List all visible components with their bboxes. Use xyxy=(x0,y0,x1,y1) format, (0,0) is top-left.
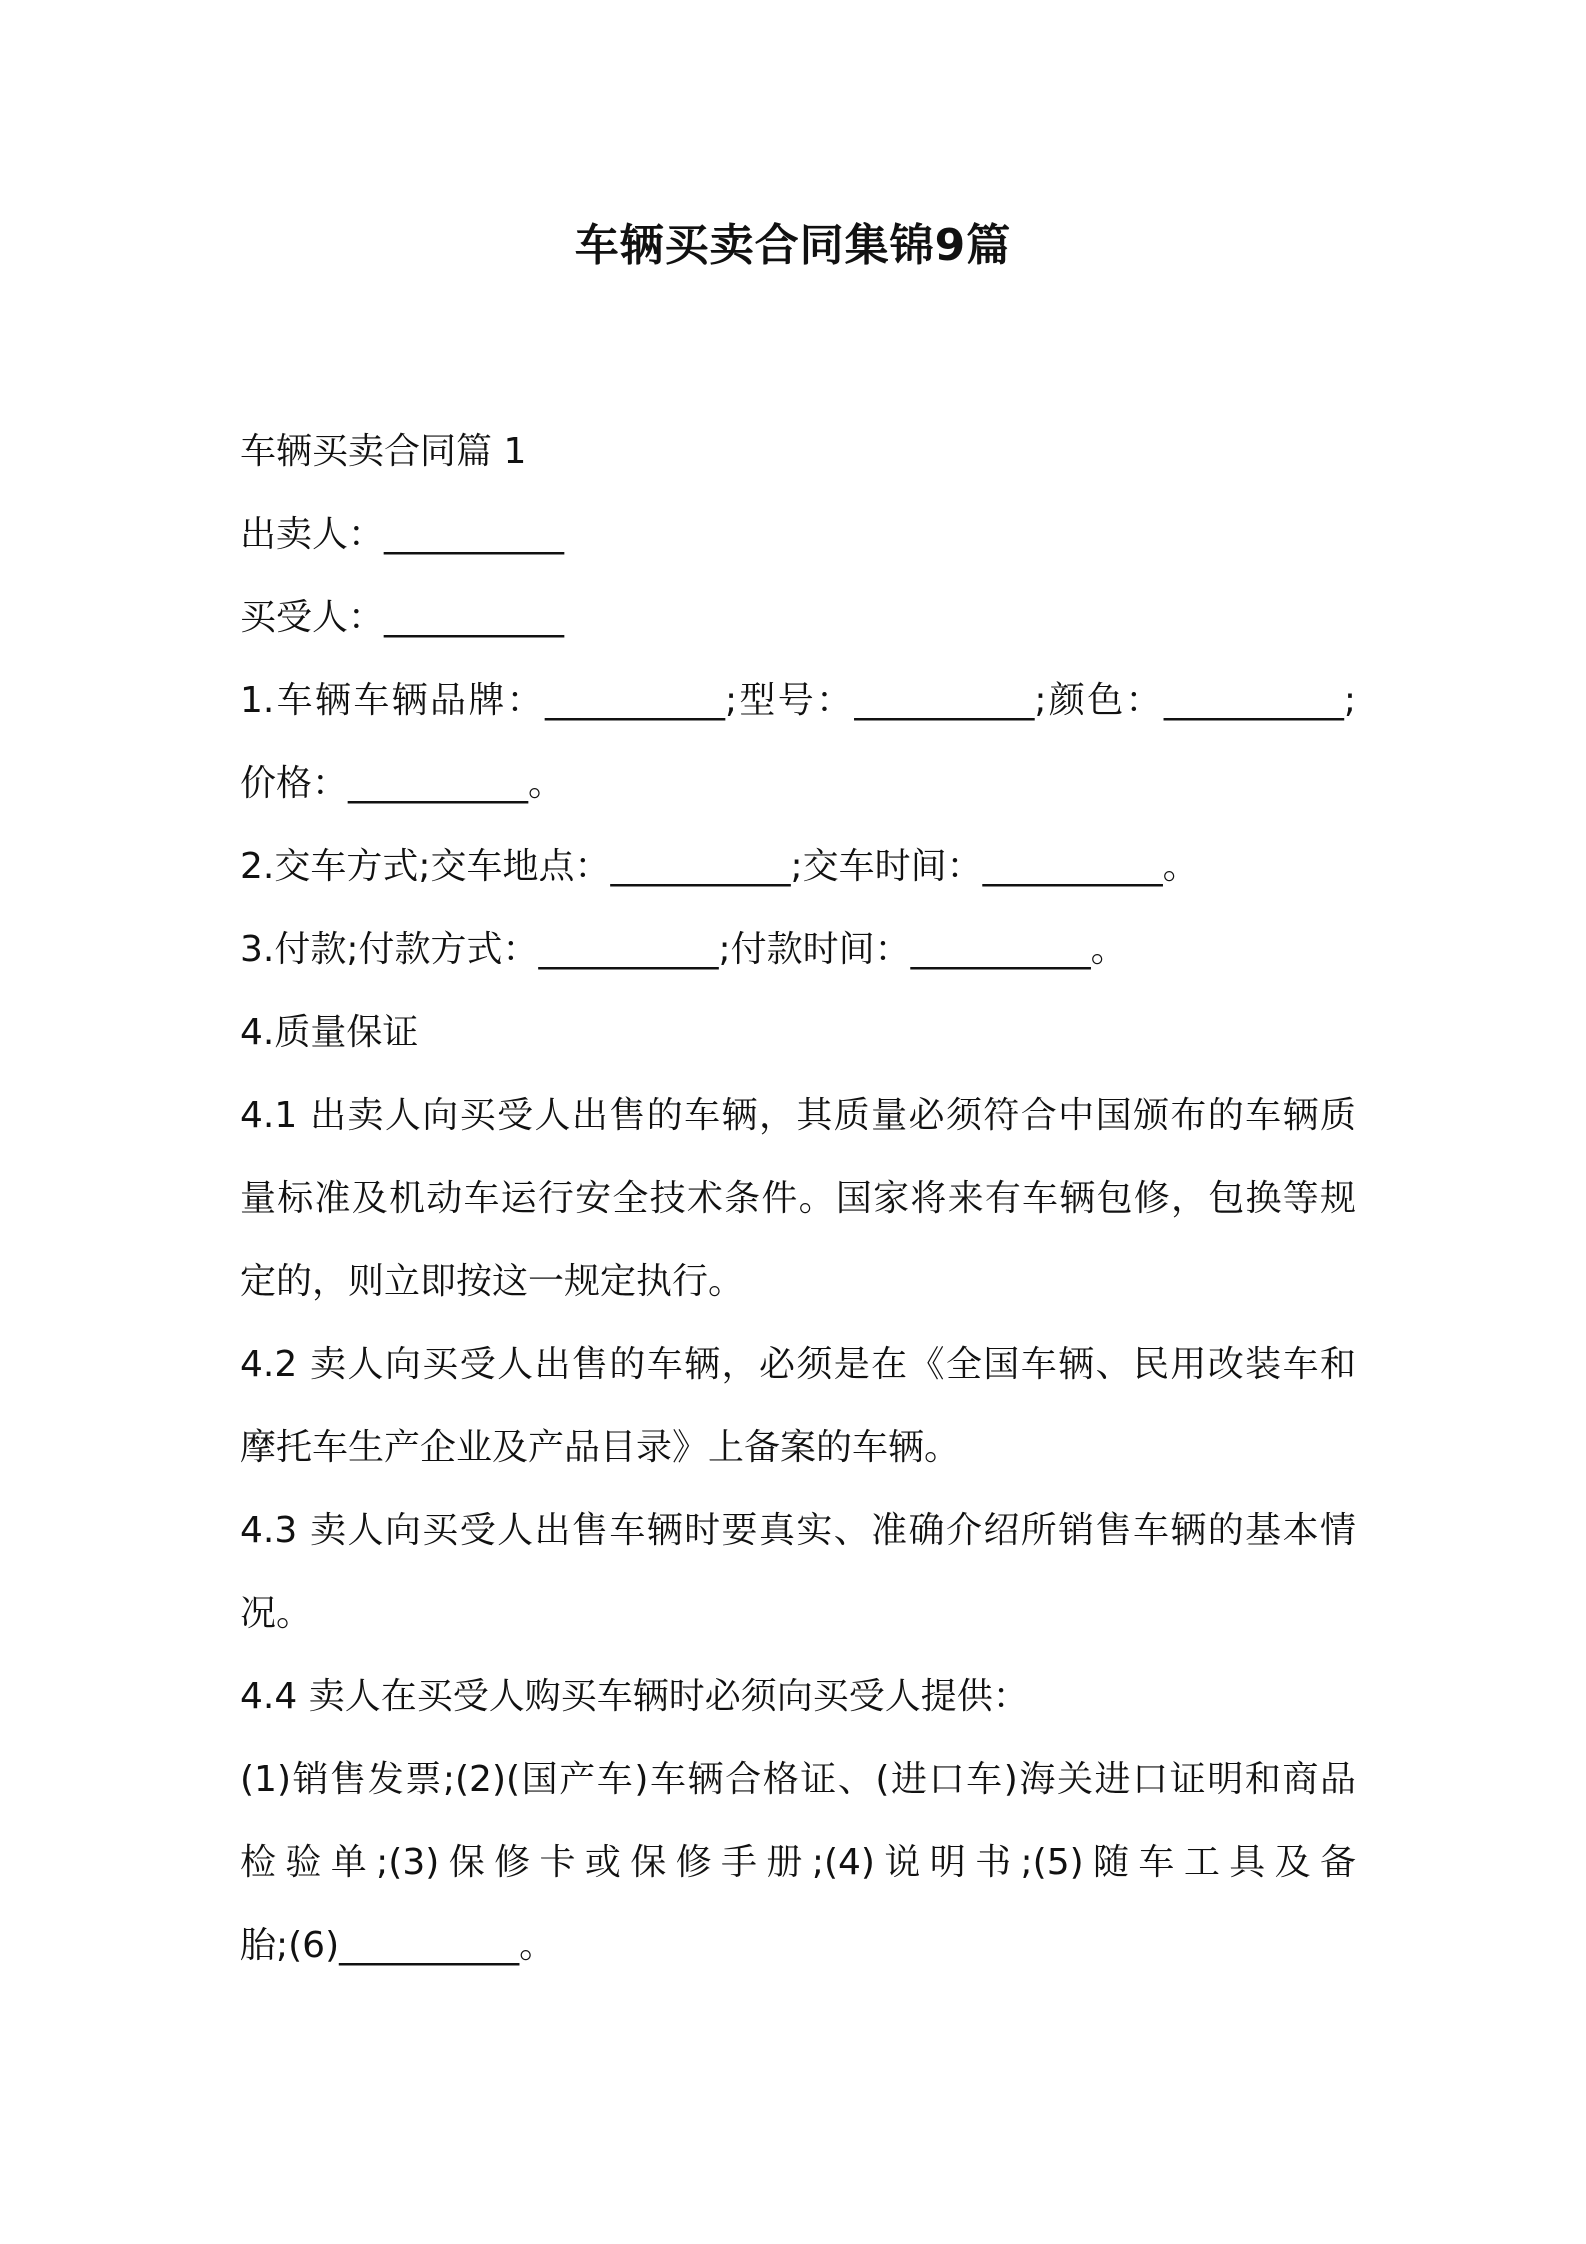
paragraph-line: 4.2 卖人向买受人出售的车辆，必须是在《全国车辆、民用改装车和 xyxy=(240,1344,1356,1385)
paragraph-line: 摩托车生产企业及产品目录》上备案的车辆。 xyxy=(240,1427,961,1468)
buyer-line: 买受人：__________ xyxy=(240,597,565,638)
delivery-line: 2.交车方式;交车地点：__________;交车时间：__________。 xyxy=(240,846,1199,887)
section-heading: 车辆买卖合同篇 1 xyxy=(240,431,527,472)
paragraph-line: 4.1 出卖人向买受人出售的车辆，其质量必须符合中国颁布的车辆质 xyxy=(240,1095,1356,1136)
paragraph-line: 检验单;(3)保修卡或保修手册;(4)说明书;(5)随车工具及备 xyxy=(240,1842,1356,1883)
document-title: 车辆买卖合同集锦9篇 xyxy=(574,220,1012,271)
price-line: 价格：__________。 xyxy=(240,763,565,804)
paragraph-line: 胎;(6)__________。 xyxy=(240,1925,556,1966)
paragraph-line: 4.3 卖人向买受人出售车辆时要真实、准确介绍所销售车辆的基本情 xyxy=(240,1510,1356,1551)
paragraph-line: (1)销售发票;(2)(国产车)车辆合格证、(进口车)海关进口证明和商品 xyxy=(240,1759,1356,1800)
vehicle-info-line: 1.车辆车辆品牌：__________;型号：__________;颜色：__________; xyxy=(240,680,1356,721)
document-body xyxy=(240,410,1356,1987)
paragraph-line: 量标准及机动车运行安全技术条件。国家将来有车辆包修，包换等规 xyxy=(240,1178,1356,1219)
seller-line: 出卖人：__________ xyxy=(240,514,565,555)
paragraph-line: 况。 xyxy=(240,1593,313,1634)
paragraph-line: 4.4 卖人在买受人购买车辆时必须向买受人提供： xyxy=(240,1676,1029,1717)
quality-heading: 4.质量保证 xyxy=(240,1012,419,1053)
paragraph-line: 定的，则立即按这一规定执行。 xyxy=(240,1261,745,1302)
payment-line: 3.付款;付款方式：__________;付款时间：__________。 xyxy=(240,929,1127,970)
